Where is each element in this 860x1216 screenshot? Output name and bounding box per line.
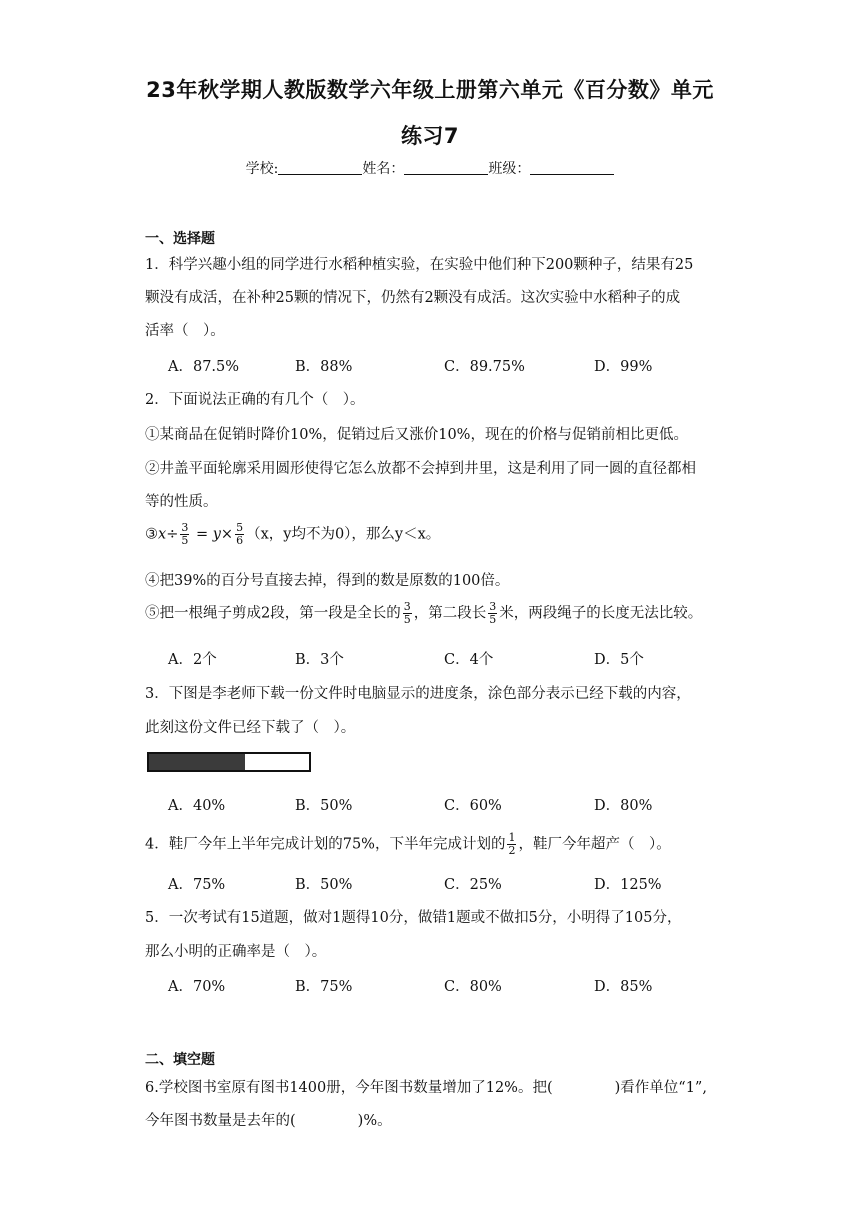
q1-option-c[interactable]: C．89.75% <box>444 359 525 375</box>
q2-options <box>168 648 728 668</box>
q4-option-d[interactable]: D．125% <box>594 877 662 893</box>
q6-text-b: )看作单位“1”, <box>614 1080 707 1096</box>
q5-line2: 那么小明的正确率是（ ）。 <box>145 944 327 960</box>
q2-s3-multiply: × <box>220 526 234 543</box>
q6-text-d: )%。 <box>357 1113 392 1129</box>
q2-statement-2-line1: ②井盖平面轮廓采用圆形使得它怎么放都不会掉到井里，这是利用了同一圆的直径都相 <box>145 461 696 477</box>
q2-s3-x: x <box>158 526 167 543</box>
q2-statement-5 <box>145 601 702 626</box>
q4-fraction <box>507 832 516 857</box>
name-label: 姓名： <box>362 161 405 177</box>
class-label: 班级： <box>488 161 531 177</box>
q4-options <box>168 873 728 893</box>
q2-statement-1: ①某商品在促销时降价10%，促销过后又涨价10%，现在的价格与促销前相比更低。 <box>145 427 688 443</box>
q3-line2: 此刻这份文件已经下载了（ ）。 <box>145 720 356 736</box>
q2-s3-condition: （x，y均不为0），那么y＜x。 <box>246 526 441 543</box>
page-title-line2: 练习7 <box>400 124 460 148</box>
q6-text-a: 6.学校图书室原有图书1400册，今年图书数量增加了12%。把( <box>145 1080 553 1096</box>
q4-option-b[interactable]: B．50% <box>295 877 353 893</box>
fraction-denominator: 5 <box>181 534 189 547</box>
fraction-denominator: 5 <box>489 613 497 626</box>
q2-s3-fraction-2 <box>235 522 244 547</box>
q3-options <box>168 794 728 814</box>
q3-option-a[interactable]: A．40% <box>168 798 226 814</box>
q1-option-d[interactable]: D．99% <box>594 359 653 375</box>
fraction-numerator: 1 <box>508 831 516 844</box>
q2-s3-fraction-1 <box>180 522 189 547</box>
fraction-numerator: 3 <box>181 521 189 534</box>
q3-option-d[interactable]: D．80% <box>594 798 653 814</box>
q2-s5-text-c: 米，两段绳子的长度无法比较。 <box>499 605 703 622</box>
q4-stem <box>145 832 671 857</box>
q3-option-c[interactable]: C．60% <box>444 798 502 814</box>
q5-option-b[interactable]: B．75% <box>295 979 353 995</box>
q5-option-a[interactable]: A．70% <box>168 979 226 995</box>
q1-option-a[interactable]: A．87.5% <box>168 359 240 375</box>
q2-option-c[interactable]: C．4个 <box>444 652 494 668</box>
q5-options <box>168 975 728 995</box>
fraction-numerator: 5 <box>236 521 244 534</box>
q3-option-b[interactable]: B．50% <box>295 798 353 814</box>
page-title-line1: 23年秋学期人教版数学六年级上册第六单元《百分数》单元 <box>146 78 714 102</box>
q2-s5-text-a: ⑤把一根绳子剪成2段，第一段是全长的 <box>145 605 401 622</box>
fraction-denominator: 2 <box>508 844 516 857</box>
q2-statement-2-line2: 等的性质。 <box>145 494 218 510</box>
q2-s5-fraction-1 <box>403 601 412 626</box>
q3-line1: 3．下图是李老师下载一份文件时电脑显示的进度条，涂色部分表示已经下载的内容， <box>145 686 691 702</box>
section-heading-fill: 二、填空题 <box>145 1052 215 1068</box>
fraction-denominator: 5 <box>403 613 411 626</box>
q5-option-c[interactable]: C．80% <box>444 979 502 995</box>
q2-s5-fraction-2 <box>488 601 497 626</box>
download-progress-bar <box>147 752 311 772</box>
school-label: 学校: <box>245 161 279 177</box>
q4-option-a[interactable]: A．75% <box>168 877 226 893</box>
q2-s3-equals: = <box>191 526 213 543</box>
section-heading-choice: 一、选择题 <box>145 231 215 247</box>
q6-line1 <box>145 1076 707 1097</box>
download-progress-fill <box>149 754 245 770</box>
student-info-row <box>0 158 860 178</box>
q1-line2: 颗没有成活，在补种25颗的情况下，仍然有2颗没有成活。这次实验中水稻种子的成 <box>145 290 681 306</box>
fraction-numerator: 3 <box>489 600 497 613</box>
q2-s3-marker: ③ <box>145 526 158 543</box>
q4-text-a: 4．鞋厂今年上半年完成计划的75%，下半年完成计划的 <box>145 836 506 853</box>
q2-option-a[interactable]: A．2个 <box>168 652 217 668</box>
q2-statement-4: ④把39%的百分号直接去掉，得到的数是原数的100倍。 <box>145 573 510 589</box>
q1-option-b[interactable]: B．88% <box>295 359 353 375</box>
name-blank[interactable] <box>404 160 488 175</box>
q1-options <box>168 355 728 375</box>
q5-option-d[interactable]: D．85% <box>594 979 653 995</box>
fraction-denominator: 6 <box>236 534 244 547</box>
q2-s3-y: y <box>212 526 221 543</box>
q5-line1: 5．一次考试有15道题，做对1题得10分，做错1题或不做扣5分，小明得了105分， <box>145 910 682 926</box>
q2-s3-divide: ÷ <box>166 526 179 543</box>
q4-text-b: ，鞋厂今年超产（ ）。 <box>518 836 671 853</box>
school-blank[interactable] <box>278 160 362 175</box>
q2-statement-3 <box>145 522 440 547</box>
q1-line1: 1．科学兴趣小组的同学进行水稻种植实验，在实验中他们种下200颗种子，结果有25 <box>145 257 694 273</box>
q2-s5-text-b: ，第二段长 <box>413 605 487 622</box>
q2-option-b[interactable]: B．3个 <box>295 652 344 668</box>
class-blank[interactable] <box>530 160 614 175</box>
fraction-numerator: 3 <box>403 600 411 613</box>
q1-line3: 活率（ ）。 <box>145 323 225 339</box>
q2-option-d[interactable]: D．5个 <box>594 652 644 668</box>
q4-option-c[interactable]: C．25% <box>444 877 502 893</box>
q6-line2 <box>145 1109 392 1130</box>
q2-stem: 2．下面说法正确的有几个（ ）。 <box>145 392 365 408</box>
q6-text-c: 今年图书数量是去年的( <box>145 1113 296 1129</box>
